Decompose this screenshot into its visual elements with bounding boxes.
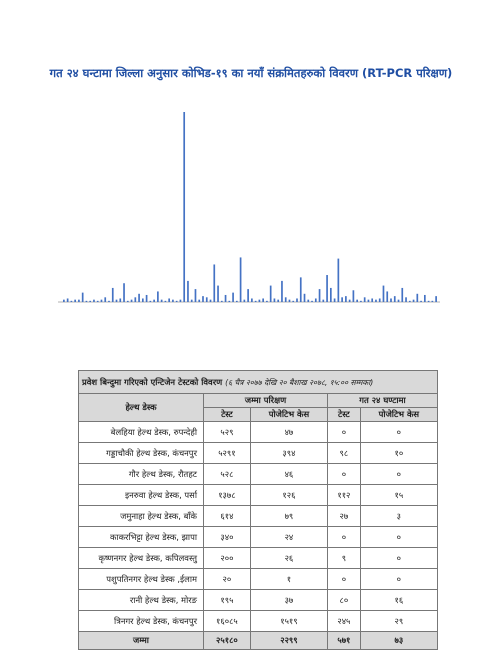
bar	[270, 286, 272, 302]
bar	[142, 298, 144, 302]
positive-count: १५१९	[250, 611, 327, 632]
bar	[157, 291, 159, 302]
bar	[319, 289, 321, 302]
bar	[195, 289, 197, 302]
bar	[112, 288, 114, 302]
bar	[401, 288, 403, 302]
bar	[379, 298, 381, 302]
bar	[138, 294, 140, 302]
bar	[161, 300, 163, 302]
bar	[116, 300, 118, 302]
bar	[364, 297, 366, 302]
positive-count: २४	[250, 527, 327, 548]
bar	[349, 300, 351, 302]
bar	[307, 300, 309, 302]
table-caption-title: प्रवेश बिन्दुमा गरिएको एन्टिजेन टेस्टको विवरण	[82, 376, 223, 387]
bar	[244, 300, 246, 302]
header-total-tests: जम्मा परिक्षण	[204, 394, 328, 408]
desk-name: इनरुवा हेल्थ डेस्क, पर्सा	[79, 485, 204, 506]
test-count: ६१४	[204, 506, 251, 527]
test-count: ५२८	[204, 464, 251, 485]
positive-24h-count: १५	[360, 485, 437, 506]
bar	[63, 300, 65, 302]
bar	[146, 295, 148, 302]
header-test: टेस्ट	[204, 408, 251, 422]
test-24h-count: २४५	[328, 611, 361, 632]
test-24h-count: ८०	[328, 590, 361, 611]
bar	[206, 297, 208, 302]
bar	[289, 300, 291, 302]
bar	[345, 296, 347, 302]
bar	[131, 300, 133, 302]
table-row	[79, 422, 438, 443]
bar	[368, 300, 370, 302]
bar	[251, 298, 253, 302]
bar	[322, 300, 324, 302]
positive-count: १	[250, 569, 327, 590]
desk-name: गड्डाचौकी हेल्थ डेस्क, कंचनपुर	[79, 443, 204, 464]
table-row	[79, 485, 438, 506]
bar	[232, 293, 234, 302]
bar	[104, 297, 106, 302]
bar	[424, 295, 426, 302]
bar	[285, 297, 287, 302]
total-test: २५१८०	[204, 632, 251, 650]
bar	[356, 300, 358, 302]
bar	[240, 257, 242, 302]
chart-title: गत २४ घन्टामा जिल्ला अनुसार कोभिड-१९ का नयाँ संक्रमितहरुको विवरण (RT-PCR परिक्षण)	[49, 66, 453, 80]
positive-24h-count: १०	[360, 443, 437, 464]
bar	[176, 301, 178, 302]
header-positive-24h: पोजेटिभ केस	[360, 408, 437, 422]
bar	[180, 300, 182, 302]
positive-24h-count: ३	[360, 506, 437, 527]
bar	[221, 301, 223, 302]
bar	[78, 300, 80, 302]
table-row	[79, 443, 438, 464]
test-count: १६०८५	[204, 611, 251, 632]
positive-24h-count: ०	[360, 569, 437, 590]
bar	[191, 300, 193, 302]
test-count: १९५	[204, 590, 251, 611]
header-test-24h: टेस्ट	[328, 408, 361, 422]
test-count: २००	[204, 548, 251, 569]
bar	[153, 300, 155, 302]
bar	[428, 301, 430, 302]
bar	[71, 301, 73, 302]
bar	[198, 300, 200, 302]
desk-name: जमुनाहा हेल्थ डेस्क, बाँके	[79, 506, 204, 527]
desk-name: रानी हेल्थ डेस्क, मोरङ	[79, 590, 204, 611]
table-caption	[79, 371, 438, 394]
bar	[277, 300, 279, 302]
bar	[296, 298, 298, 302]
table-row	[79, 590, 438, 611]
bar	[390, 298, 392, 302]
total-positive-24h: ७३	[360, 632, 437, 650]
test-count: १३७८	[204, 485, 251, 506]
bar	[360, 301, 362, 302]
bar	[386, 291, 388, 302]
desk-name: बेलहिया हेल्थ डेस्क, रुपन्देही	[79, 422, 204, 443]
bar	[213, 264, 215, 302]
test-24h-count: ०	[328, 527, 361, 548]
bar	[247, 289, 249, 302]
bar	[353, 290, 355, 302]
table-row	[79, 464, 438, 485]
test-24h-count: ११२	[328, 485, 361, 506]
bar	[86, 301, 88, 302]
bar	[217, 286, 219, 302]
test-24h-count: २७	[328, 506, 361, 527]
bar	[93, 300, 95, 302]
bar	[67, 298, 69, 302]
desk-name: त्रिनगर हेल्थ डेस्क, कंचनपुर	[79, 611, 204, 632]
bar	[416, 294, 418, 302]
positive-count: २६	[250, 548, 327, 569]
table-total-row	[79, 632, 438, 650]
header-last-24h: गत २४ घण्टामा	[328, 394, 438, 408]
bar	[202, 296, 204, 302]
bar	[432, 301, 434, 302]
positive-24h-count: ०	[360, 548, 437, 569]
bar	[292, 301, 294, 302]
test-24h-count: ०	[328, 464, 361, 485]
bar	[262, 298, 264, 302]
bar	[183, 112, 185, 302]
bar	[266, 301, 268, 302]
bar	[326, 275, 328, 302]
positive-count: ३७	[250, 590, 327, 611]
positive-24h-count: २९	[360, 611, 437, 632]
antigen-test-table	[78, 370, 438, 650]
bar	[409, 301, 411, 302]
bar	[165, 301, 167, 302]
bar	[127, 301, 129, 302]
bar	[311, 301, 313, 302]
total-positive: २२९९	[250, 632, 327, 650]
bar	[172, 300, 174, 302]
bar	[334, 298, 336, 302]
bar	[413, 300, 415, 302]
bar	[210, 300, 212, 302]
bar	[89, 301, 91, 302]
table-row	[79, 611, 438, 632]
bar	[398, 300, 400, 302]
bar	[101, 300, 103, 302]
positive-24h-count: ०	[360, 422, 437, 443]
desk-name: गौर हेल्थ डेस्क, रौतहट	[79, 464, 204, 485]
bar	[123, 283, 125, 302]
bar	[371, 298, 373, 302]
positive-count: ४६	[250, 464, 327, 485]
header-positive: पोजेटिभ केस	[250, 408, 327, 422]
positive-24h-count: १६	[360, 590, 437, 611]
bar	[394, 296, 396, 302]
bar	[274, 298, 276, 302]
bar	[225, 295, 227, 302]
antigen-test-table-container	[78, 370, 438, 650]
bar	[338, 259, 340, 302]
bar	[341, 297, 343, 302]
bar	[74, 300, 76, 302]
positive-count: ३९४	[250, 443, 327, 464]
test-24h-count: ०	[328, 422, 361, 443]
bar	[315, 298, 317, 302]
bar	[255, 301, 257, 302]
bar	[383, 286, 385, 302]
bar	[97, 301, 99, 302]
bar	[119, 298, 121, 302]
positive-24h-count: ०	[360, 527, 437, 548]
test-count: ५२९	[204, 422, 251, 443]
bar	[187, 281, 189, 302]
bar	[281, 281, 283, 302]
table-caption-note: (६ चैत्र २०७७ देखि २० बैशाख २०७८, १५:०० सम्मका)	[225, 377, 374, 387]
positive-count: १२६	[250, 485, 327, 506]
test-count: ५२९१	[204, 443, 251, 464]
bar	[330, 288, 332, 302]
positive-count: ७९	[250, 506, 327, 527]
bar	[82, 293, 84, 302]
test-24h-count: ९	[328, 548, 361, 569]
test-count: ३४०	[204, 527, 251, 548]
bar	[108, 301, 110, 302]
table-row	[79, 506, 438, 527]
positive-24h-count: ०	[360, 464, 437, 485]
bar	[134, 297, 136, 302]
bars-group	[63, 112, 437, 302]
bar	[168, 298, 170, 302]
table-row	[79, 548, 438, 569]
desk-name: काकरभिट्टा हेल्थ डेस्क, झापा	[79, 527, 204, 548]
bar	[259, 300, 261, 302]
bar	[375, 300, 377, 302]
bar	[420, 301, 422, 302]
test-24h-count: ९८	[328, 443, 361, 464]
bar	[150, 301, 152, 302]
header-desk: हेल्थ डेस्क	[79, 394, 204, 422]
test-24h-count: ०	[328, 569, 361, 590]
positive-count: ४७	[250, 422, 327, 443]
total-test-24h: ५७१	[328, 632, 361, 650]
bar	[405, 297, 407, 302]
desk-name: पशुपतिनगर हेल्थ डेस्क ,ईलाम	[79, 569, 204, 590]
bar	[304, 294, 306, 302]
bar	[228, 301, 230, 302]
district-bar-chart	[52, 84, 448, 346]
table-row	[79, 569, 438, 590]
bar	[300, 277, 302, 302]
test-count: २०	[204, 569, 251, 590]
table-row	[79, 527, 438, 548]
bar	[236, 301, 238, 302]
bar	[435, 296, 437, 302]
total-label: जम्मा	[79, 632, 204, 650]
desk-name: कृष्णनगर हेल्थ डेस्क, कपिलवस्तु	[79, 548, 204, 569]
